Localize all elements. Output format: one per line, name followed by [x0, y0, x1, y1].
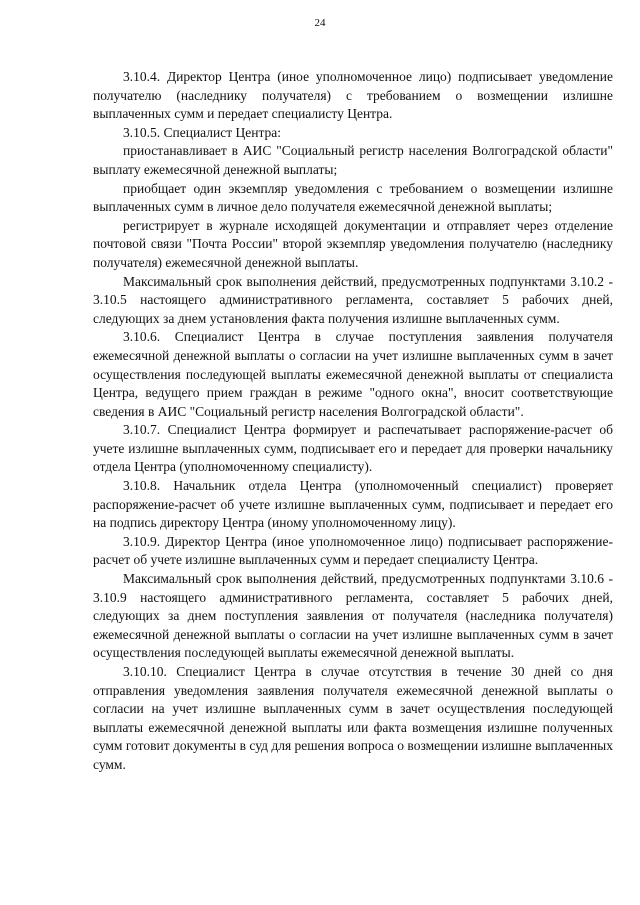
paragraph-3-10-6: 3.10.6. Специалист Центра в случае поступления заявления получателя ежемесячной денежной выплаты о согласии на учет излишне выплаченных сумм в зачет осуществления последующей выплаты ежемесячной денежной выплаты от специалиста Центра, ведущего прием граждан в режиме "одного окна", вносит соответствующие сведения в АИС "Социальный регистр населения Волгоградской области".: [93, 329, 613, 419]
paragraph-max-term-2: Максимальный срок выполнения действий, предусмотренных подпунктами 3.10.6 - 3.10.9 настоящего административного регламента, составляет 5 рабочих дней, следующих за днем поступления заявления от получателя (наследника получателя) ежемесячной денежной выплаты о согласии на учет излишне выплаченных сумм в зачет осуществления последующей выплаты ежемесячной денежной выплаты.: [93, 571, 613, 661]
paragraph-3-10-9: 3.10.9. Директор Центра (иное уполномоченное лицо) подписывает распоряжение-расчет об учете излишне выплаченных сумм и передает специалисту Центра.: [93, 533, 613, 568]
paragraph-attach-notice: приобщает один экземпляр уведомления с требованием о возмещении излишне выплаченных сумм в личное дело получателя ежемесячной денежной выплаты;: [93, 180, 613, 215]
paragraph-3-10-4: 3.10.4. Директор Центра (иное уполномоченное лицо) подписывает уведомление получателю (наследнику получателя) с требованием о возмещении излишне выплаченных сумм и передает специалисту Центра.: [93, 69, 613, 122]
document-body: [93, 68, 613, 775]
paragraph-3-10-10: 3.10.10. Специалист Центра в случае отсутствия в течение 30 дней со дня отправления уведомления заявления получателя ежемесячной денежной выплаты о согласии на учет излишне выплаченных сумм в зачет осуществления последующей выплаты ежемесячной денежной выплаты или факта возмещения излишне полученных сумм готовит документы в суд для решения вопроса о возмещении излишне выплаченных сумм.: [93, 664, 613, 772]
paragraph-max-term-1: Максимальный срок выполнения действий, предусмотренных подпунктами 3.10.2 - 3.10.5 настоящего административного регламента, составляет 5 рабочих дней, следующих за днем установления факта получения излишне выплаченных сумм.: [93, 273, 613, 326]
page-number: 24: [314, 17, 326, 29]
paragraph-suspend-payment: приостанавливает в АИС "Социальный регистр населения Волгоградской области" выплату ежемесячной денежной выплаты;: [93, 143, 613, 177]
paragraph-3-10-7: 3.10.7. Специалист Центра формирует и распечатывает распоряжение-расчет об учете излишне выплаченных сумм, подписывает его и передает для проверки начальнику отдела Центра (уполномоченному специалисту).: [93, 422, 613, 475]
paragraph-3-10-5: 3.10.5. Специалист Центра:: [123, 124, 282, 140]
paragraph-register-send: регистрирует в журнале исходящей документации и отправляет через отделение почтовой связи "Почта России" второй экземпляр уведомления получателю (наследнику получателя) ежемесячной денежной выплаты.: [93, 217, 613, 270]
paragraph-3-10-8: 3.10.8. Начальник отдела Центра (уполномоченный специалист) проверяет распоряжение-расчет об учете излишне выплаченных сумм, подписывает и передает его на подпись директору Центра (иному уполномоченному лицу).: [93, 478, 613, 531]
